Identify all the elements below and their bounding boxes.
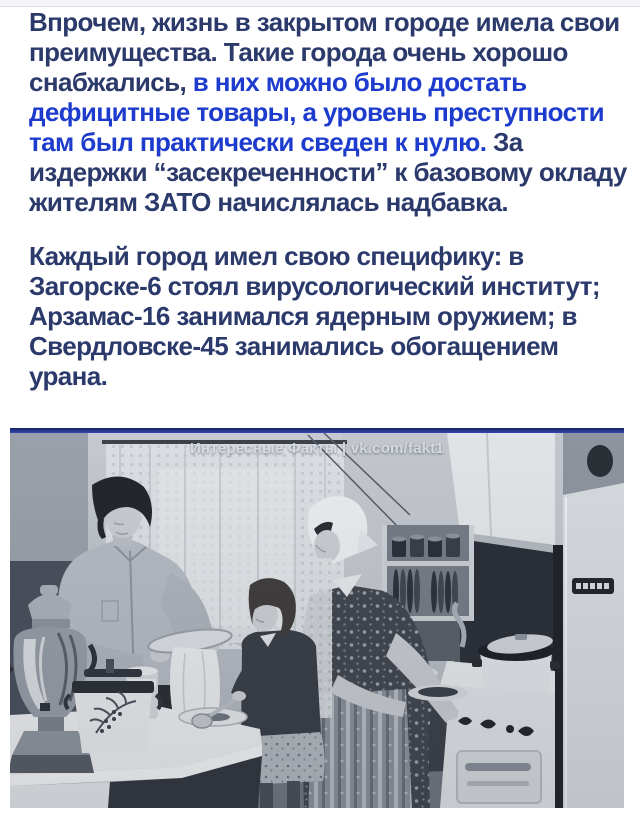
paragraph bbox=[29, 7, 629, 217]
article-text bbox=[29, 7, 629, 415]
watermark: Интересные Факты | vk.com/fakt1 bbox=[190, 440, 444, 457]
paragraph bbox=[29, 241, 629, 391]
kitchen-photo-illustration bbox=[10, 433, 624, 808]
photo-vignette bbox=[10, 433, 624, 808]
text-segment-dark: За издержки “засекреченности” к базовому окладу жителям ЗАТО начислялась надбавка. bbox=[29, 127, 627, 217]
text-segment-dark: Впрочем, жизнь в закрытом городе имела свои преимущества. Такие города очень хорошо снабжались, bbox=[29, 7, 620, 97]
text-segment-dark: Каждый город имел свою специфику: в Загорске-6 стоял вирусологический институт; Арзамас-16 занимался ядерным оружием; в Свердловске-45 занимались обогащением урана. bbox=[29, 241, 600, 391]
photo-frame bbox=[10, 428, 624, 808]
top-strip bbox=[0, 0, 640, 7]
text-segment-bright: в них можно было достать дефицитные товары, а уровень преступности там был практически сведен к нулю. bbox=[29, 67, 604, 157]
kitchen-photo bbox=[10, 433, 624, 808]
